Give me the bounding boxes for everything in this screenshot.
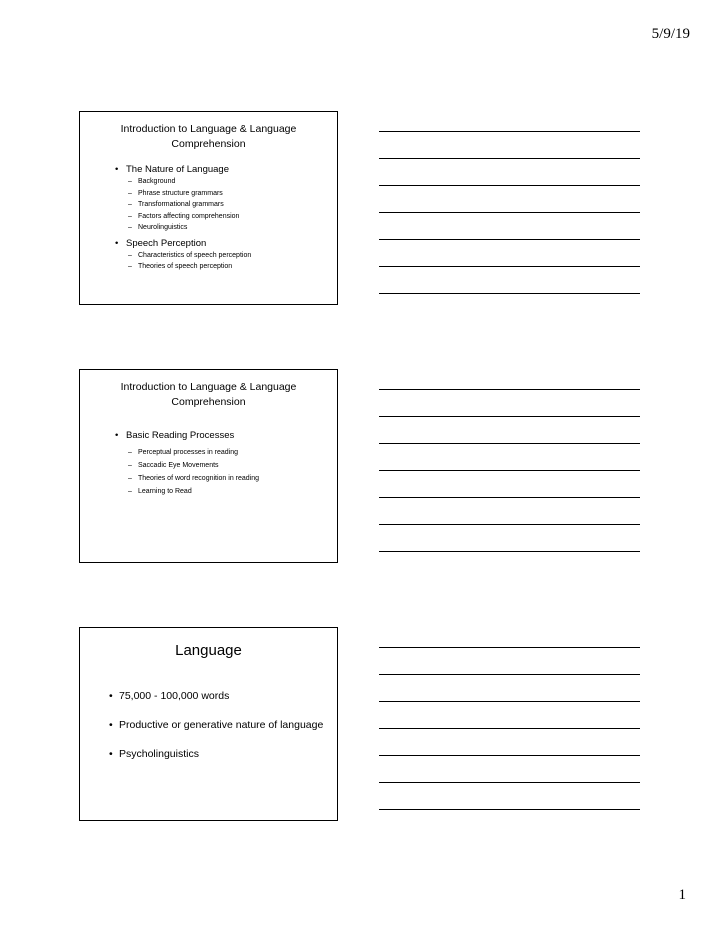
notes-line (379, 728, 640, 729)
notes-line (379, 755, 640, 756)
notes-line (379, 674, 640, 675)
notes-line (379, 524, 640, 525)
bullet-speech-perception: • Speech Perception (80, 237, 337, 250)
slide-1-title-line1: Introduction to Language & Language (120, 123, 297, 135)
notes-line (379, 131, 640, 132)
notes-line (379, 782, 640, 783)
sub-bullet: – Theories of speech perception (80, 261, 337, 273)
notes-line (379, 158, 640, 159)
sub-bullet: – Factors affecting comprehension (80, 211, 337, 223)
bullet-basic-reading: • Basic Reading Processes (80, 429, 337, 442)
sub-bullet: – Background (80, 176, 337, 188)
slide-2-title (90, 380, 327, 410)
slide-2-bullets (80, 429, 337, 498)
sub-bullet: – Learning to Read (80, 485, 337, 498)
notes-line (379, 293, 640, 294)
sub-bullet: – Perceptual processes in reading (80, 446, 337, 459)
notes-line (379, 185, 640, 186)
notes-line (379, 416, 640, 417)
slide-3 (79, 627, 338, 821)
sub-bullet: – Theories of word recognition in reading (80, 472, 337, 485)
bullet-psycholinguistics: • Psycholinguistics (80, 747, 337, 762)
notes-line (379, 443, 640, 444)
sub-bullet: – Saccadic Eye Movements (80, 459, 337, 472)
notes-line (379, 551, 640, 552)
notes-line (379, 497, 640, 498)
slide-1-bullets (80, 163, 337, 273)
notes-line (379, 701, 640, 702)
bullet-productive-nature: • Productive or generative nature of language (80, 718, 337, 733)
notes-line (379, 266, 640, 267)
page-number: 1 (678, 887, 686, 903)
sub-bullet: – Transformational grammars (80, 199, 337, 211)
notes-line (379, 239, 640, 240)
slide-2 (79, 369, 338, 563)
slide-1 (79, 111, 338, 305)
header-date: 5/9/19 (651, 26, 690, 42)
notes-line (379, 470, 640, 471)
notes-line (379, 212, 640, 213)
sub-bullet: – Phrase structure grammars (80, 188, 337, 200)
slide-2-title-line2: Comprehension (171, 396, 246, 408)
slide-2-title-line1: Introduction to Language & Language (120, 381, 297, 393)
slide-3-title: Language (175, 642, 242, 659)
slide-1-title-line2: Comprehension (171, 138, 246, 150)
slide-3-bullets (80, 689, 337, 762)
bullet-word-count: • 75,000 - 100,000 words (80, 689, 337, 704)
sub-bullet: – Neurolinguistics (80, 222, 337, 234)
notes-line (379, 809, 640, 810)
slide-1-title (90, 122, 327, 152)
notes-line (379, 389, 640, 390)
sub-bullet: – Characteristics of speech perception (80, 250, 337, 262)
notes-line (379, 647, 640, 648)
bullet-nature-of-language: • The Nature of Language (80, 163, 337, 176)
